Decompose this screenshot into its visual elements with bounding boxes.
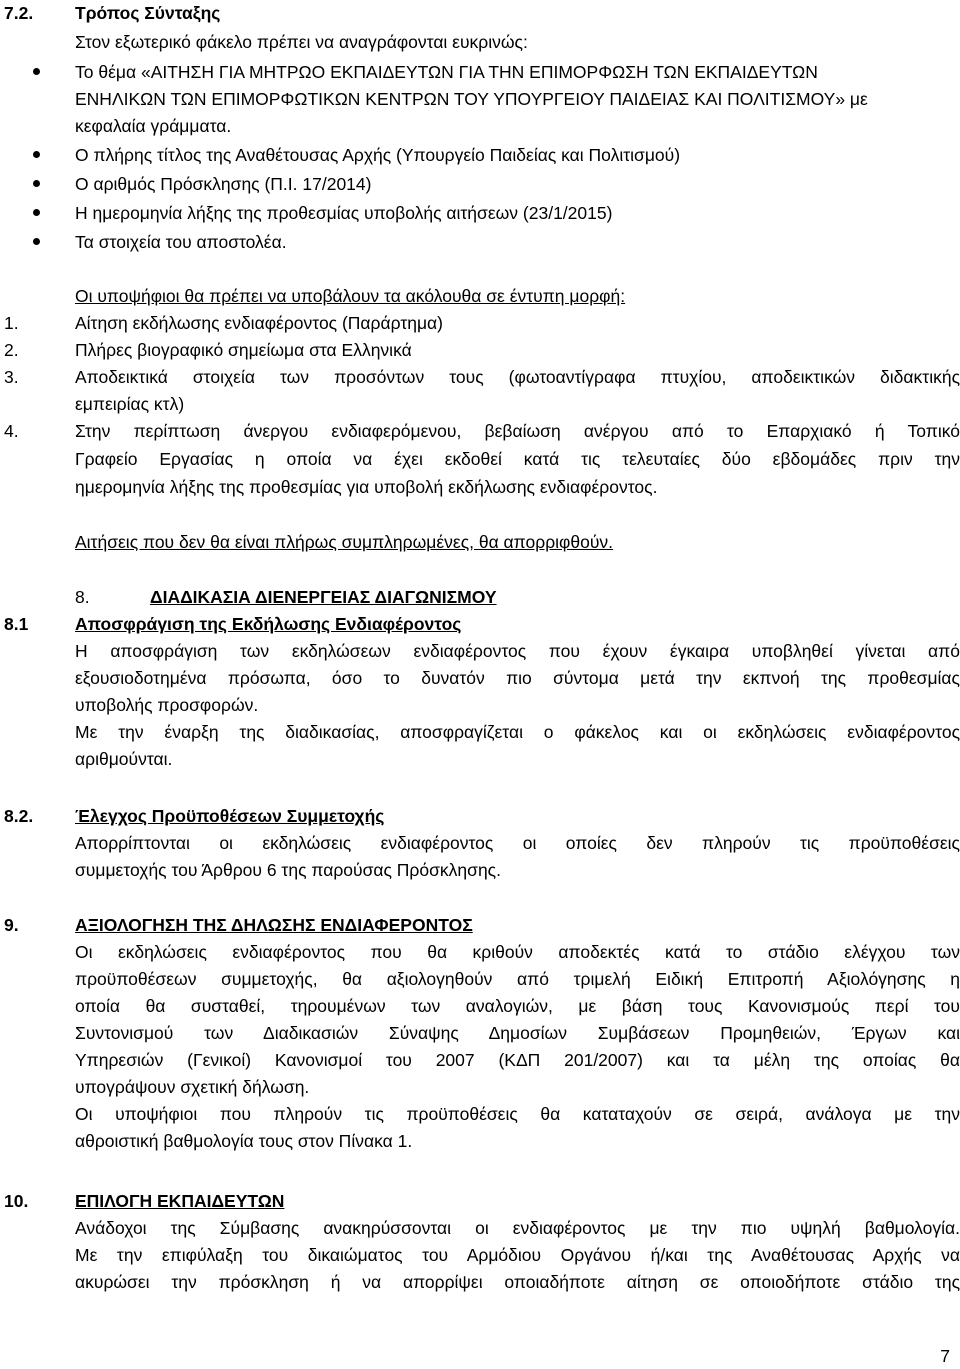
section-10-p1-line-3: ακυρώσει την πρόσκληση ή να απορρίψει οποιαδήποτε αίτηση σε οποιοδήποτε στάδιο της bbox=[75, 1272, 960, 1292]
section-10-p1-line-1: Ανάδοχοι της Σύμβασης ανακηρύσσονται οι ενδιαφέροντος με την πιο υψηλή βαθμολογία. bbox=[75, 1218, 960, 1238]
bullet-icon bbox=[33, 238, 40, 245]
bullet-1-line-1: Το θέμα «ΑΙΤΗΣΗ ΓΙΑ ΜΗΤΡΩΟ ΕΚΠΑΙΔΕΥΤΩΝ ΓΙΑ ΤΗΝ ΕΠΙΜΟΡΦΩΣΗ ΤΩΝ ΕΚΠΑΙΔΕΥΤΩΝ bbox=[75, 62, 818, 82]
section-7-2-title: Τρόπος Σύνταξης bbox=[75, 3, 221, 23]
section-9-p1-line-1: Οι εκδηλώσεις ενδιαφέροντος που θα κριθούν αποδεκτές κατά το στάδιο ελέγχου των bbox=[75, 942, 960, 962]
item-3-line-1: Αποδεικτικά στοιχεία των προσόντων τους (φωτοαντίγραφα πτυχίου, αποδεικτικών διδακτικής bbox=[75, 367, 960, 387]
list-heading: Οι υποψήφιοι θα πρέπει να υποβάλουν τα ακόλουθα σε έντυπη μορφή: bbox=[75, 286, 626, 306]
section-8-2-number: 8.2. bbox=[4, 806, 34, 826]
section-9-p1-line-3: οποία θα συσταθεί, τηρουμένων των αναλογιών, με βάση τους Κανονισμούς περί του bbox=[75, 996, 960, 1016]
page-number: 7 bbox=[940, 1346, 950, 1366]
item-number: 2. bbox=[4, 340, 19, 360]
section-8-1-p1-line-2: εξουσιοδοτημένα πρόσωπα, όσο το δυνατόν πιο σύντομα μετά την εκπνοή της προθεσμίας bbox=[75, 668, 960, 688]
section-7-2-number: 7.2. bbox=[4, 3, 34, 23]
section-8-2-p1-line-1: Απορρίπτονται οι εκδηλώσεις ενδιαφέροντος οι οποίες δεν πληρούν τις προϋποθέσεις bbox=[75, 833, 960, 853]
section-9-p1-line-4: Συντονισμού των Διαδικασιών Σύναψης Δημοσίων Συμβάσεων Προμηθειών, Έργων και bbox=[75, 1023, 960, 1043]
section-8-1-p1-line-3: υποβολής προσφορών. bbox=[75, 695, 259, 715]
bullet-icon bbox=[33, 68, 40, 75]
section-8-2-title: Έλεγχος Προϋποθέσεων Συμμετοχής bbox=[75, 806, 385, 826]
item-2: Πλήρες βιογραφικό σημείωμα στα Ελληνικά bbox=[75, 340, 412, 360]
bullet-icon bbox=[33, 209, 40, 216]
section-8-1-number: 8.1 bbox=[4, 614, 29, 634]
section-8-1-title: Αποσφράγιση της Εκδήλωσης Ενδιαφέροντος bbox=[75, 614, 462, 634]
section-9-p2-line-2: αθροιστική βαθμολογία τους στον Πίνακα 1. bbox=[75, 1131, 413, 1151]
section-10-number: 10. bbox=[4, 1191, 29, 1211]
section-10-p1-line-2: Με την επιφύλαξη του δικαιώματος του Αρμόδιου Οργάνου ή/και της Αναθέτουσας Αρχής να bbox=[75, 1245, 960, 1265]
item-number: 1. bbox=[4, 313, 19, 333]
section-10-title: ΕΠΙΛΟΓΗ ΕΚΠΑΙΔΕΥΤΩΝ bbox=[75, 1191, 285, 1211]
item-4-line-1: Στην περίπτωση άνεργου ενδιαφερόμενου, βεβαίωση ανέργου από το Επαρχιακό ή Τοπικό bbox=[75, 421, 960, 441]
bullet-1-line-2: ΕΝΗΛΙΚΩΝ ΤΩΝ ΕΠΙΜΟΡΦΩΤΙΚΩΝ ΚΕΝΤΡΩΝ ΤΟΥ ΥΠΟΥΡΓΕΙΟΥ ΠΑΙΔΕΙΑΣ ΚΑΙ ΠΟΛΙΤΙΣΜΟΥ» με bbox=[75, 89, 868, 109]
bullet-icon bbox=[33, 151, 40, 158]
section-8-title: ΔΙΑΔΙΚΑΣΙΑ ΔΙΕΝΕΡΓΕΙΑΣ ΔΙΑΓΩΝΙΣΜΟΥ bbox=[150, 587, 497, 607]
bullet-2: Ο πλήρης τίτλος της Αναθέτουσας Αρχής (Υπουργείο Παιδείας και Πολιτισμού) bbox=[75, 145, 681, 165]
section-8-1-p2-line-2: αριθμούνται. bbox=[75, 749, 173, 769]
item-number: 4. bbox=[4, 421, 19, 441]
bullet-1-line-3: κεφαλαία γράμματα. bbox=[75, 116, 232, 136]
section-8-1-p1-line-1: Η αποσφράγιση των εκδηλώσεων ενδιαφέροντος που έχουν έγκαιρα υποβληθεί γίνεται από bbox=[75, 641, 960, 661]
item-number: 3. bbox=[4, 367, 19, 387]
section-9-p2-line-1: Οι υποψήφιοι που πληρούν τις προϋποθέσεις θα καταταχούν σε σειρά, ανάλογα με την bbox=[75, 1104, 960, 1124]
section-9-title: ΑΞΙΟΛΟΓΗΣΗ ΤΗΣ ΔΗΛΩΣΗΣ ΕΝΔΙΑΦΕΡΟΝΤΟΣ bbox=[75, 915, 473, 935]
section-7-2-intro: Στον εξωτερικό φάκελο πρέπει να αναγράφονται ευκρινώς: bbox=[75, 32, 528, 52]
bullet-icon bbox=[33, 180, 40, 187]
item-3-line-2: εμπειρίας κτλ) bbox=[75, 394, 185, 414]
bullet-5: Τα στοιχεία του αποστολέα. bbox=[75, 232, 287, 252]
section-9-p1-line-6: υπογράψουν σχετική δήλωση. bbox=[75, 1077, 310, 1097]
section-8-2-p1-line-2: συμμετοχής του Άρθρου 6 της παρούσας Πρόσκλησης. bbox=[75, 860, 501, 880]
section-8-1-p2-line-1: Με την έναρξη της διαδικασίας, αποσφραγίζεται ο φάκελος και οι εκδηλώσεις ενδιαφέροντος bbox=[75, 722, 960, 742]
bullet-3: Ο αριθμός Πρόσκλησης (Π.Ι. 17/2014) bbox=[75, 174, 372, 194]
item-1: Αίτηση εκδήλωσης ενδιαφέροντος (Παράρτημα) bbox=[75, 313, 444, 333]
section-9-p1-line-2: προϋποθέσεων συμμετοχής, θα αξιολογηθούν από τριμελή Ειδική Επιτροπή Αξιολόγησης η bbox=[75, 969, 960, 989]
section-8-number: 8. bbox=[75, 587, 90, 607]
section-9-number: 9. bbox=[4, 915, 19, 935]
bullet-4: Η ημερομηνία λήξης της προθεσμίας υποβολής αιτήσεων (23/1/2015) bbox=[75, 203, 613, 223]
section-9-p1-line-5: Υπηρεσιών (Γενικοί) Κανονισμοί του 2007 (ΚΔΠ 201/2007) και τα μέλη της οποίας θα bbox=[75, 1050, 960, 1070]
rejection-note: Αιτήσεις που δεν θα είναι πλήρως συμπληρωμένες, θα απορριφθούν. bbox=[75, 532, 614, 552]
item-4-line-3: ημερομηνία λήξης της προθεσμίας για υποβολή εκδήλωσης ενδιαφέροντος. bbox=[75, 477, 658, 497]
item-4-line-2: Γραφείο Εργασίας η οποία να έχει εκδοθεί κατά τις τελευταίες δύο εβδομάδες πριν την bbox=[75, 449, 960, 469]
